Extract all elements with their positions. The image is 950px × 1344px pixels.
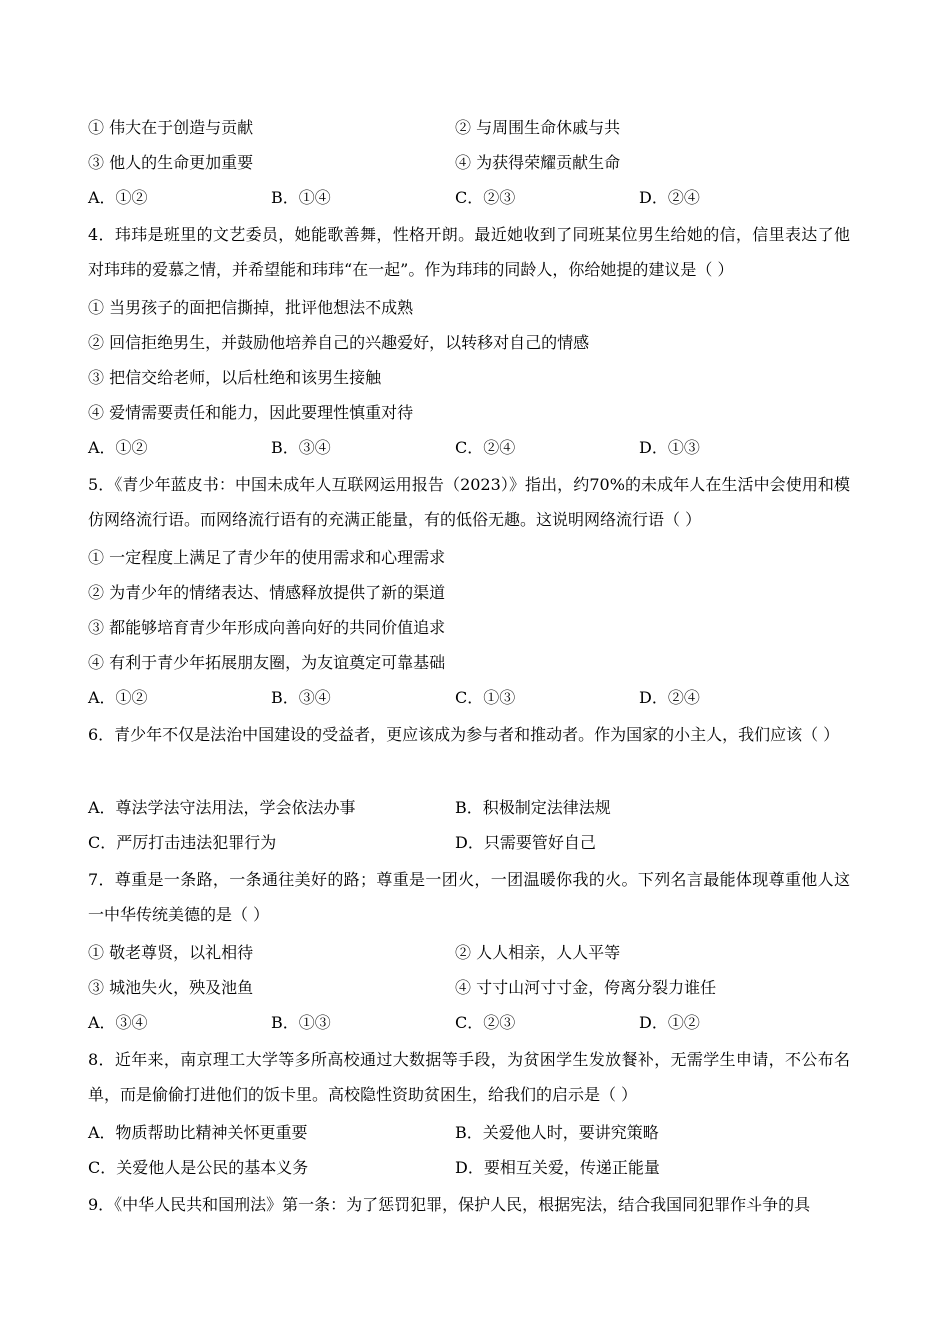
q3-choice-a[interactable]: A．①② — [88, 188, 148, 207]
q6-choice-b[interactable]: B．积极制定法律法规 — [455, 798, 611, 817]
q7-options-row-2 — [88, 977, 868, 999]
q3-option-1: ① 伟大在于创造与贡献 — [88, 118, 254, 137]
q5-choice-a[interactable]: A．①② — [88, 688, 148, 707]
q5-choice-c[interactable]: C．①③ — [455, 688, 516, 707]
q7-stem: 7．尊重是一条路，一条通往美好的路；尊重是一团火，一团温暖你我的火。下列名言最能体现尊重他人这一中华传统美德的是（ ） — [88, 870, 850, 924]
q4-option-4: ④ 爱情需要责任和能力，因此要理性慎重对待 — [88, 403, 414, 422]
q7-choice-b[interactable]: B．①③ — [271, 1013, 331, 1032]
q9-stem: 9．《中华人民共和国刑法》第一条：为了惩罚犯罪，保护人民，根据宪法，结合我国同犯罪作斗争的具 — [88, 1195, 811, 1214]
q3-option-3: ③ 他人的生命更加重要 — [88, 153, 254, 172]
q7-option-3: ③ 城池失火，殃及池鱼 — [88, 978, 254, 997]
q3-options-row-1 — [88, 117, 868, 139]
q5-choice-d[interactable]: D．②④ — [639, 688, 700, 707]
q4-stem: 4．玮玮是班里的文艺委员，她能歌善舞，性格开朗。最近她收到了同班某位男生给她的信，信里表达了他对玮玮的爱慕之情，并希望能和玮玮“在一起”。作为玮玮的同龄人，你给她提的建议是（ ） — [88, 225, 850, 279]
q8-choices-row-2 — [88, 1157, 868, 1179]
q5-option-4: ④ 有利于青少年拓展朋友圈，为友谊奠定可靠基础 — [88, 653, 446, 672]
q6-choice-d[interactable]: D．只需要管好自己 — [455, 833, 596, 852]
q7-choice-a[interactable]: A．③④ — [88, 1013, 148, 1032]
q7-choices — [88, 1012, 868, 1034]
q5-choices — [88, 687, 868, 709]
q4-option-2: ② 回信拒绝男生，并鼓励他培养自己的兴趣爱好，以转移对自己的情感 — [88, 333, 590, 352]
q8-choice-b[interactable]: B．关爱他人时，要讲究策略 — [455, 1123, 659, 1142]
q8-choice-a[interactable]: A．物质帮助比精神关怀更重要 — [88, 1123, 308, 1142]
q4-choice-b[interactable]: B．③④ — [271, 438, 331, 457]
q7-choice-c[interactable]: C．②③ — [455, 1013, 516, 1032]
q3-options-row-2 — [88, 152, 868, 174]
q8-choice-d[interactable]: D．要相互关爱，传递正能量 — [455, 1158, 660, 1177]
q4-option-1: ① 当男孩子的面把信撕掉，批评他想法不成熟 — [88, 298, 414, 317]
q7-options-row-1 — [88, 942, 868, 964]
q3-option-2: ② 与周围生命休戚与共 — [455, 118, 621, 137]
q6-choice-a[interactable]: A．尊法学法守法用法，学会依法办事 — [88, 798, 356, 817]
q6-stem: 6．青少年不仅是法治中国建设的受益者，更应该成为参与者和推动者。作为国家的小主人，我们应该（ ） — [88, 725, 840, 744]
q3-option-4: ④ 为获得荣耀贡献生命 — [455, 153, 621, 172]
q4-choice-a[interactable]: A．①② — [88, 438, 148, 457]
q3-choice-b[interactable]: B．①④ — [271, 188, 331, 207]
q5-stem: 5．《青少年蓝皮书：中国未成年人互联网运用报告（2023）》指出，约70%的未成年人在生活中会使用和模仿网络流行语。而网络流行语有的充满正能量，有的低俗无趣。这说明网络流行语（ ） — [88, 475, 850, 529]
q3-choice-d[interactable]: D．②④ — [639, 188, 700, 207]
q8-choices-row-1 — [88, 1122, 868, 1144]
q5-option-2: ② 为青少年的情绪表达、情感释放提供了新的渠道 — [88, 583, 446, 602]
q4-choice-c[interactable]: C．②④ — [455, 438, 516, 457]
q7-choice-d[interactable]: D．①② — [639, 1013, 700, 1032]
q3-choices — [88, 187, 868, 209]
q4-option-3: ③ 把信交给老师，以后杜绝和该男生接触 — [88, 368, 382, 387]
q7-option-1: ① 敬老尊贤，以礼相待 — [88, 943, 254, 962]
q7-option-4: ④ 寸寸山河寸寸金，侉离分裂力谁任 — [455, 978, 717, 997]
q8-stem: 8．近年来，南京理工大学等多所高校通过大数据等手段，为贫困学生发放餐补，无需学生申请，不公布名单，而是偷偷打进他们的饭卡里。高校隐性资助贫困生，给我们的启示是（ ） — [88, 1050, 850, 1104]
q6-choices-row-1 — [88, 797, 868, 819]
q7-option-2: ② 人人相亲，人人平等 — [455, 943, 621, 962]
q5-choice-b[interactable]: B．③④ — [271, 688, 331, 707]
q3-choice-c[interactable]: C．②③ — [455, 188, 516, 207]
q5-option-3: ③ 都能够培育青少年形成向善向好的共同价值追求 — [88, 618, 446, 637]
q4-choices — [88, 437, 868, 459]
q6-choices-row-2 — [88, 832, 868, 854]
q6-choice-c[interactable]: C．严厉打击违法犯罪行为 — [88, 833, 277, 852]
q4-choice-d[interactable]: D．①③ — [639, 438, 700, 457]
q5-option-1: ① 一定程度上满足了青少年的使用需求和心理需求 — [88, 548, 446, 567]
q8-choice-c[interactable]: C．关爱他人是公民的基本义务 — [88, 1158, 309, 1177]
